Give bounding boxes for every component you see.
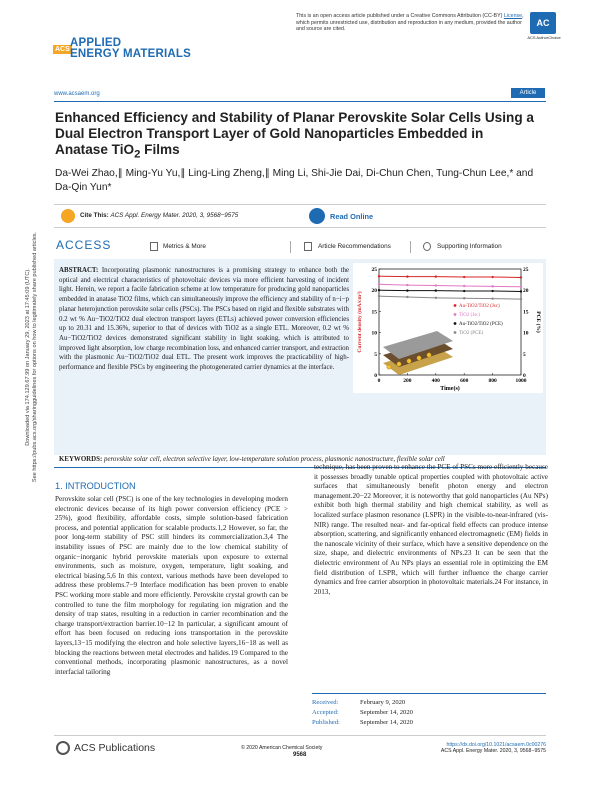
data-point (463, 290, 465, 292)
toc-graphic (353, 263, 543, 393)
y2-tick-label: 0 (523, 373, 526, 379)
cite-label: Cite This: (80, 212, 109, 219)
body-column-left: Perovskite solar cell (PSC) is one of the key technologies in developing modern electronic devices because of its high power conversion efficiency (PCE > 25%), good flexibility, affordable costs, simple solution-based fabrication process, and potential application for scalable products.1,2 However, so far, the poor long-term stability of PSC still hinders its commercialization.3,4 The instability issues of PSC are mainly due to the low chemical stability of organic−inorganic hybrid perovskite materials upon exposure to external environments, such as moisture, oxygen, temperature, light soaking, and electrical biasing.5,6 In this context, various methods have been developed to address these problems.7−9 Interface modification has been proven to enable PSC working more stable and more efficiently. Perovskite crystal growth can be controlled to tune the film morphology for regulating ion migration and the density of trap states, resulting in a reduction in carrier recombination and the charge transport/extraction barrier.10−12 In particular, a significant amount of effort has been focused on reducing ions transportation in the perovskite layers,13−15 modifying the electron and hole selective layers,16−18 as well as blocking the reactions between metal electrodes and halides.19 Compared to the conventional methods, incorporating plasmonic nanostructures, as a novel interfacial tailoring (55, 495, 288, 676)
y-tick-label: 10 (371, 330, 377, 337)
doi-block (420, 742, 546, 755)
cite-text: ACS Appl. Energy Mater. 2020, 3, 9568−9575 (110, 212, 239, 219)
license-link[interactable]: License (503, 13, 523, 19)
keywords-label: KEYWORDS: (59, 456, 103, 463)
page-number: 9568 (293, 752, 307, 758)
y-tick-label: 20 (371, 288, 377, 295)
y-tick-label: 0 (374, 373, 377, 379)
divider (54, 735, 546, 736)
recommendations-link[interactable]: Article Recommendations (318, 243, 391, 250)
journal-logo (70, 38, 191, 60)
supporting-info-icon[interactable] (423, 242, 431, 251)
open-access-notice (296, 13, 524, 33)
data-point (491, 285, 493, 287)
divider (54, 101, 546, 102)
gold-nanoparticle (397, 362, 401, 366)
site-url-link[interactable]: www.acsaem.org (54, 91, 100, 97)
y-tick-label: 15 (371, 309, 377, 316)
journal-acs-tag: ACS (55, 46, 70, 53)
y-tick-label: 25 (371, 267, 377, 273)
legend-marker (454, 331, 457, 334)
legend-label: Au-TiO2/TiO2 (Jsc) (459, 304, 500, 309)
data-point (520, 286, 522, 288)
download-watermark (25, 207, 39, 507)
legend-marker (454, 313, 457, 316)
x-tick-label: 400 (431, 378, 440, 384)
citation (80, 212, 238, 219)
gold-nanoparticle (387, 365, 391, 369)
cite-icon[interactable] (61, 209, 75, 223)
y2-tick-label: 20 (523, 288, 529, 295)
x-tick-label: 1000 (515, 378, 527, 384)
read-online-icon[interactable] (309, 208, 325, 224)
data-point (406, 296, 408, 298)
section-heading: 1. INTRODUCTION (55, 481, 136, 491)
y2-tick-label: 5 (523, 351, 526, 358)
legend-label: TiO2 (Jsc) (459, 313, 481, 318)
data-point (406, 284, 408, 286)
data-point (378, 295, 380, 297)
y-axis-label: Current density (mA/cm²) (357, 291, 363, 353)
watermark-line: See https://pubs.acs.org/sharingguidelines for options on how to legitimately share published articles. (32, 231, 38, 483)
keywords (59, 456, 549, 463)
data-point (378, 283, 380, 285)
y2-axis-label: PCE (%) (535, 311, 541, 333)
read-online-button[interactable]: Read Online (330, 212, 374, 221)
body-column-right: technique, has been proven to enhance the PCE of PSCs more efficiently because it possesses broadly tunable optical properties coupled with photovoltaic active surfaces that simultaneously benefit photon energy and electron management.20−22 Moreover, it is noteworthy that gold nanoparticles (Au NPs) exhibit both high thermal stability and high chemical stability, as well as localized surface plasmon resonance (LSPR) in the visible-to-near-infrared (vis-NIR) range. The resulted near- and far-optical field effects can produce intense absorption, scattering, and significantly enhanced electromagnetic (EM) fields in the nanoscale vicinity of their surface, which have a sensitive dependence on the size, shape, and dielectric environments of NPs.23 It can be seen that the dielectric environment of Au NPs plays an essential role in optimizing the EM field distribution of LSPR, which will further influence the charge carrier dynamics and free carrier absorption in photovoltaic materials.24 For instance, in 2013, (314, 463, 548, 596)
data-point (520, 298, 522, 300)
y2-tick-label: 25 (523, 267, 529, 273)
authorchoice-logo: AC (530, 12, 556, 34)
divider (410, 241, 411, 253)
x-tick-label: 0 (377, 378, 381, 384)
accepted-row: Accepted: September 14, 2020 (312, 709, 413, 716)
y2-tick-label: 15 (523, 309, 529, 316)
data-point (378, 275, 380, 277)
abstract-label: ABSTRACT: (59, 267, 99, 274)
data-point (491, 276, 493, 278)
data-point (491, 290, 493, 292)
oa-text: This is an open access article published under a Creative Commons Attribution (CC-BY) (296, 13, 503, 19)
keywords-text: perovskite solar cell, electron selective layer, low-temperature solution process, plasmonic nanostructure, flexible solar cell (104, 456, 445, 463)
author-list: Da-Wei Zhao,∥ Ming-Yu Yu,∥ Ling-Ling Zheng,∥ Ming Li, Shi-Jie Dai, Di-Chun Chen, Tung-Chun Lee,* and Da-Qin Yun* (55, 168, 534, 193)
authorchoice-caption: ACS AuthorChoice (527, 35, 561, 40)
metrics-link[interactable]: Metrics & More (163, 243, 206, 250)
data-point (491, 297, 493, 299)
article-type-badge: Article (511, 88, 545, 98)
chart-bg (353, 263, 543, 393)
legend-marker (454, 322, 457, 325)
data-point (463, 285, 465, 287)
data-point (520, 290, 522, 292)
legend-label: TiO2 (PCE) (459, 331, 484, 336)
published-row: Published: September 14, 2020 (312, 719, 413, 726)
received-row: Received: February 9, 2020 (312, 699, 406, 706)
footer-citation: ACS Appl. Energy Mater. 2020, 3, 9568−9575 (440, 748, 546, 755)
data-point (463, 276, 465, 278)
data-point (406, 289, 408, 291)
abstract (59, 266, 349, 373)
gold-nanoparticle (427, 353, 431, 357)
data-point (435, 289, 437, 291)
data-point (463, 297, 465, 299)
oa-text: , which permits unrestricted use, distribution and reproduction in any medium, provided the author and source are cited. (296, 13, 524, 33)
watermark-line: Downloaded via 174.129.67.99 on January 29, 2023 at 17:45:09 (UTC). (25, 268, 31, 446)
acs-logo-icon (56, 741, 70, 755)
article-title: Enhanced Efficiency and Stability of Planar Perovskite Solar Cells Using a Dual Electron Transport Layer of Gold Nanoparticles Embedded in Anatase TiO$_2$ Films (55, 110, 534, 161)
legend-label: Au-TiO2/TiO2 (PCE) (459, 322, 503, 327)
journal-line: ENERGY MATERIALS (70, 48, 191, 60)
gold-nanoparticle (417, 356, 421, 360)
recommendations-icon[interactable] (304, 242, 312, 251)
data-point (435, 284, 437, 286)
copyright: © 2020 American Chemical Society (241, 745, 323, 751)
x-axis-label: Time(s) (440, 386, 460, 392)
access-label: ACCESS (56, 238, 112, 252)
y-tick-label: 5 (374, 351, 377, 358)
abstract-text: Incorporating plasmonic nanostructures is a promising strategy to enhance both the optical and electrical characteristics of photovoltaic devices via more efficient harvesting of incident light. Herein, we report a facile fabrication scheme at low temperature for producing gold nanoparticles embedded in anatase TiO2 films, which can simultaneously improve the efficiency and stability of n−i−p planar heterojunction perovskite solar cells (PSCs). The PSCs based on rigid and flexible substrates with 0.2 wt % Au−TiO2/TiO2 dual electron transport layers (ETLs) achieved power conversion efficiencies up to 20.31 and 15.36%, superior to that of devices with TiO2 as a single ETL. Moreover, 0.2 wt % Au−TiO2/TiO2 devices demonstrated significant stability in light soaking, which is attributed to improved light absorption, low charge recombination loss, and enhanced carrier transport, and extraction with the plasmonic Au−TiO2/TiO2 dual ETL. The present work improves the practicability of high-performance and flexible PSCs by engineering the photogenerated carrier dynamics at the interface. (59, 267, 349, 372)
data-point (378, 289, 380, 291)
doi-link[interactable]: https://dx.doi.org/10.1021/acsaem.0c00276 (446, 742, 546, 748)
supporting-info-link[interactable]: Supporting Information (437, 243, 502, 250)
article-dates (312, 693, 546, 728)
divider (290, 241, 291, 253)
data-point (435, 297, 437, 299)
data-point (406, 275, 408, 277)
legend-marker (454, 304, 457, 307)
publisher-name: ACS Publications (74, 742, 156, 754)
data-point (435, 275, 437, 277)
x-tick-label: 200 (403, 378, 412, 384)
x-tick-label: 600 (460, 378, 469, 384)
y2-tick-label: 10 (523, 330, 529, 337)
journal-line: APPLIED (70, 37, 122, 49)
data-point (520, 276, 522, 278)
gold-nanoparticle (407, 359, 411, 363)
metrics-icon[interactable] (150, 242, 158, 251)
x-tick-label: 800 (488, 378, 497, 384)
